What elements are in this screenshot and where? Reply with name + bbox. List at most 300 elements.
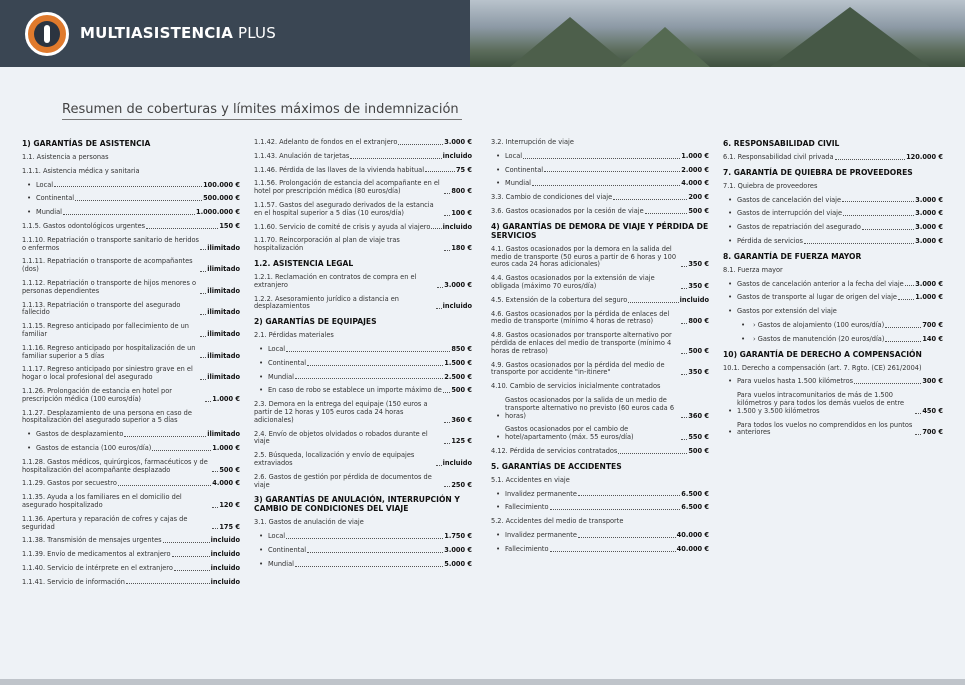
coverage-item [254,237,472,253]
coverage-limit: 850 € [451,344,472,353]
leader-dots [431,228,441,229]
coverage-limit: 800 € [688,317,709,326]
coverage-label: • Continental [36,194,75,203]
coverage-label: • Local [268,532,286,541]
coverage-limit: 550 € [688,433,709,442]
section-heading: 5. GARANTÍAS DE ACCIDENTES [491,461,622,471]
coverage-label: 1.1.16. Regreso anticipado por hospitalización de un familiar superior a 5 días [22,343,196,360]
coverage-item [22,431,240,439]
coverage-limit: 800 € [451,187,472,196]
leader-dots [645,213,688,214]
leader-dots [523,158,680,159]
coverage-label: 1.1.35. Ayuda a los familiares en el domicilio del asegurado hospitalizado [22,493,182,509]
coverage-limit: 3.000 € [915,209,943,218]
coverage-label: 1.1.27. Desplazamiento de una persona en caso de hospitalización del asegurado superior a 5 días [22,408,192,425]
coverage-label: • Pérdida de servicios [737,236,803,245]
coverage-item [22,323,240,339]
leader-dots [163,542,210,543]
leader-dots [835,159,906,160]
coverage-item [254,180,472,196]
coverage-item [491,167,709,175]
coverage-label: 3.2. Interrupción de viaje [491,138,574,146]
coverage-label: 3.3. Cambio de condiciones del viaje [491,193,613,202]
coverage-limit: incluido [442,151,472,160]
coverage-limit: 1.000.000 € [195,208,240,217]
leader-dots [444,443,450,444]
coverage-limit: incluido [210,577,240,586]
coverage-limit: ilimitado [207,430,240,439]
title-underline [62,119,462,120]
coverage-label: 1.1.13. Repatriación o transporte del asegurado fallecido [22,300,181,317]
coverage-item [491,504,709,512]
coverage-label: 1.1.40. Servicio de intérprete en el extranjero [22,563,173,572]
leader-dots [350,158,441,159]
coverage-label: 1.1.11. Repatriación o transporte de acompañantes (dos) [22,257,193,274]
coverage-limit: 150 € [219,221,240,230]
coverage-limit: 2.500 € [444,372,472,381]
coverage-item [22,302,240,318]
coverage-limit: 6.500 € [681,503,709,512]
coverage-item [723,392,943,415]
coverage-limit: 5.000 € [444,559,472,568]
coverage-limit: 2.000 € [681,165,709,174]
coverage-item [22,459,240,475]
coverage-item [491,546,709,554]
coverage-item [723,210,943,218]
leader-dots [126,583,210,584]
coverage-limit: 40.000 € [676,544,709,553]
leader-dots [613,199,687,200]
header-banner [0,0,965,67]
coverage-item [491,246,709,269]
coverage-label: 1.1.12. Repatriación o transporte de hijos menores o personas dependientes [22,278,197,295]
leader-dots [681,439,687,440]
coverage-label: • Gastos ocasionados por la salida de un medio de transporte alternativo no previsto (60 euros cada 6 horas) [505,395,675,420]
coverage-item [254,167,472,175]
coverage-limit: 350 € [688,368,709,377]
coverage-item [254,533,472,541]
leader-dots [444,193,450,194]
coverage-limit: 1.500 € [444,358,472,367]
column-4 [723,139,943,443]
coverage-limit: incluido [210,536,240,545]
leader-dots [295,378,443,379]
coverage-limit: 500 € [451,386,472,395]
coverage-label: • Mundial [505,179,531,188]
coverage-label: 1.1.26. Prolongación de estancia en hotel por prescripción médica (100 euros/día) [22,386,172,403]
coverage-item [723,322,943,330]
leader-dots [444,250,450,251]
coverage-item [491,311,709,327]
coverage-item [22,445,240,453]
coverage-limit: 1.750 € [444,532,472,541]
coverage-label: 2.1. Pérdidas materiales [254,331,334,340]
coverage-label: 10.1. Derecho a compensación (art. 7. Rgto. (CE) 261/2004) [723,363,922,372]
coverage-item [723,336,943,344]
leader-dots [172,556,210,557]
coverage-limit: incluido [679,295,709,304]
coverage-limit: ilimitado [207,373,240,382]
section-heading: 2) GARANTÍAS DE EQUIPAJES [254,317,377,327]
leader-dots [681,323,687,324]
coverage-label: 1.1.36. Apertura y reparación de cofres y cajas de seguridad [22,514,188,531]
coverage-label: • Gastos ocasionados por el cambio de hotel/apartamento (máx. 55 euros/día) [505,425,634,442]
coverage-label: • › Gastos de alojamiento (100 euros/día) [753,320,885,329]
leader-dots [444,422,450,423]
leader-dots [124,436,206,437]
coverage-limit: 1.000 € [212,443,240,452]
coverage-limit: ilimitado [207,351,240,360]
coverage-item [723,154,943,162]
coverage-item [22,258,240,274]
leader-dots [200,379,206,380]
coverage-item [491,426,709,442]
coverage-label: • Local [36,180,54,189]
coverage-item [254,561,472,569]
leader-dots [307,552,443,553]
coverage-limit: 3.000 € [915,223,943,232]
coverage-limit: ilimitado [207,308,240,317]
coverage-item [723,308,943,316]
coverage-item [22,154,240,162]
leader-dots [200,271,206,272]
coverage-item [254,332,472,340]
section-heading: 1.2. ASISTENCIA LEGAL [254,258,354,268]
coverage-limit: 350 € [688,260,709,269]
leader-dots [898,299,914,300]
coverage-label: • Gastos de repatriación del asegurado [737,223,861,232]
coverage-item [254,202,472,218]
coverage-limit: 180 € [451,244,472,253]
coverage-item [22,565,240,573]
coverage-label: 1.1.41. Servicio de información [22,577,125,586]
coverage-label: 8.1. Fuerza mayor [723,265,783,274]
coverage-item [491,491,709,499]
leader-dots [885,341,921,342]
coverage-item [723,197,943,205]
coverage-limit: 140 € [922,334,943,343]
coverage-item [22,388,240,404]
coverage-limit: incluido [442,302,472,311]
coverage-item [723,183,943,191]
coverage-label: 4.10. Cambio de servicios inicialmente contratados [491,382,661,391]
leader-dots [578,537,676,538]
coverage-limit: 360 € [451,415,472,424]
coverage-label: 2.5. Búsqueda, localización y envío de equipajes extraviados [254,451,415,467]
coverage-item [254,547,472,555]
coverage-label: 1.1.38. Transmisión de mensajes urgentes [22,536,162,545]
coverage-item [22,345,240,361]
coverage-item [254,519,472,527]
coverage-limit: 200 € [688,193,709,202]
coverage-label: • Gastos de desplazamiento [36,430,124,439]
leader-dots [118,485,211,486]
coverage-limit: 120 € [219,500,240,509]
coverage-limit: ilimitado [207,286,240,295]
coverage-limit: 3.000 € [444,138,472,146]
coverage-item [254,431,472,447]
leader-dots [152,450,211,451]
coverage-label: 2.3. Demora en la entrega del equipaje (150 euros a partir de 12 horas y 105 euros cada 24 horas adicionales) [254,400,428,424]
coverage-item [491,208,709,216]
coverage-limit: 40.000 € [676,530,709,539]
coverage-item [22,480,240,488]
coverage-limit: 3.000 € [444,280,472,289]
leader-dots [905,285,915,286]
coverage-limit: ilimitado [207,265,240,274]
coverage-item [723,365,943,373]
coverage-limit: 3.000 € [915,195,943,204]
coverage-limit: 4.000 € [681,179,709,188]
coverage-limit: 250 € [451,480,472,489]
leader-dots [885,327,921,328]
section-heading: 3) GARANTÍAS DE ANULACIÓN, INTERRUPCIÓN Y CAMBIO DE CONDICIONES DEL VIAJE [254,495,460,514]
leader-dots [804,243,914,244]
leader-dots [200,357,206,358]
coverage-label: 1.1.5. Gastos odontológicos urgentes [22,221,146,230]
coverage-item [723,267,943,275]
leader-dots [681,417,687,418]
coverage-label: 1.2.2. Asesoramiento jurídico a distancia en desplazamientos [254,294,399,311]
leader-dots [618,453,687,454]
coverage-label: • Continental [268,358,307,367]
coverage-label: • Gastos de cancelación anterior a la fecha del viaje [737,279,904,288]
leader-dots [550,509,681,510]
coverage-label: 1.1.46. Pérdida de las llaves de la vivienda habitual [254,165,425,174]
leader-dots [200,293,206,294]
coverage-label: 1.1. Asistencia a personas [22,153,109,161]
leader-dots [436,465,442,466]
leader-dots [307,365,443,366]
leader-dots [681,288,687,289]
page-title: Resumen de coberturas y límites máximos de indemnización [62,102,459,117]
coverage-label: 4.9. Gastos ocasionados por la pérdida del medio de transporte por accidente "in-itinere" [491,360,665,377]
leader-dots [54,186,202,187]
coverage-item [491,448,709,456]
coverage-item [254,474,472,490]
coverage-item [491,383,709,391]
column-3 [491,139,709,560]
coverage-item [491,397,709,420]
coverage-label: • Gastos de estancia (100 euros/día) [36,443,152,452]
coverage-limit: 700 € [922,428,943,437]
coverage-item [22,237,240,253]
coverage-limit: 175 € [219,522,240,531]
page-footer-strip [0,679,965,685]
leader-dots [212,528,218,529]
coverage-label: 4.4. Gastos ocasionados por la extensión de viaje obligada (máximo 70 euros/día) [491,274,655,290]
coverage-limit: 500.000 € [203,194,240,203]
section-heading: 8. GARANTÍA DE FUERZA MAYOR [723,251,862,261]
coverage-limit: incluido [442,222,472,231]
coverage-item [491,518,709,526]
coverage-label: • Fallecimiento [505,544,549,553]
coverage-item [22,537,240,545]
coverage-item [491,532,709,540]
leader-dots [286,538,443,539]
coverage-label: 4.5. Extensión de la cobertura del seguro [491,295,628,304]
coverage-item [22,223,240,231]
coverage-label: • Invalidez permanente [505,489,577,498]
leader-dots [75,200,202,201]
coverage-label: 6.1. Responsabilidad civil privada [723,153,834,161]
coverage-limit: ilimitado [207,329,240,338]
coverage-limit: incluido [442,458,472,467]
brand-logo-icon [25,12,69,56]
coverage-limit: 700 € [922,320,943,329]
coverage-item [22,366,240,382]
coverage-label: 1.1.28. Gastos médicos, quirúrgicos, farmacéuticos y de hospitalización del acompañante desplazado [22,457,208,474]
leader-dots [550,551,676,552]
coverage-limit: 1.000 € [915,293,943,302]
leader-dots [862,229,914,230]
section-heading: 7. GARANTÍA DE QUIEBRA DE PROVEEDORES [723,167,913,177]
leader-dots [842,201,914,202]
coverage-label: 4.12. Pérdida de servicios contratados [491,446,618,455]
coverage-label: 1.1.1. Asistencia médica y sanitaria [22,166,140,175]
leader-dots [212,471,218,472]
coverage-limit: 500 € [688,446,709,455]
leader-dots [437,287,443,288]
leader-dots [146,228,218,229]
leader-dots [174,570,210,571]
coverage-limit: 350 € [688,281,709,290]
coverage-label: • Local [505,151,523,160]
leader-dots [295,566,443,567]
coverage-item [254,374,472,382]
coverage-item [22,209,240,217]
coverage-item [723,378,943,386]
coverage-label: • Local [268,344,286,353]
coverage-label: 1.1.29. Gastos por secuestro [22,479,117,488]
coverage-label: • En caso de robo se establece un importe máximo de [268,386,442,395]
leader-dots [915,413,921,414]
coverage-label: • Invalidez permanente [505,530,577,539]
leader-dots [443,392,450,393]
coverage-item [254,139,472,147]
coverage-item [491,194,709,202]
coverage-label: 4.6. Gastos ocasionados por la pérdida de enlaces del medio de transporte (mínimo 4 horas de retraso) [491,309,670,326]
coverage-limit: 3.000 € [444,545,472,554]
coverage-label: 1.2.1. Reclamación en contratos de compra en el extranjero [254,272,417,289]
section-heading: 10) GARANTÍA DE DERECHO A COMPENSACIÓN [723,349,922,359]
coverage-item [491,477,709,485]
coverage-limit: 3.000 € [915,279,943,288]
leader-dots [63,214,195,215]
coverage-limit: 360 € [688,411,709,420]
coverage-item [491,275,709,291]
coverage-limit: incluido [210,563,240,572]
coverage-item [254,224,472,232]
coverage-label: 1.1.39. Envío de medicamentos al extranjero [22,550,171,559]
brand-name: MULTIASISTENCIA PLUS [80,24,276,42]
coverage-label: 1.1.60. Servicio de comité de crisis y ayuda al viajero [254,222,431,231]
coverage-limit: 500 € [688,206,709,215]
coverage-item [22,516,240,532]
coverage-label: • Gastos de cancelación del viaje [737,195,842,204]
coverage-limit: ilimitado [207,243,240,252]
coverage-label: 5.2. Accidentes del medio de transporte [491,517,624,526]
leader-dots [444,486,450,487]
coverage-label: • Continental [505,165,544,174]
coverage-item [491,180,709,188]
landscape-photo [470,0,965,67]
coverage-limit: incluido [210,550,240,559]
coverage-limit: 100 € [451,208,472,217]
coverage-item [491,362,709,378]
section-heading: 1) GARANTÍAS DE ASISTENCIA [22,139,151,148]
leader-dots [681,374,687,375]
coverage-label: 4.1. Gastos ocasionados por la demora en la salida del medio de transporte (50 euros a partir de 6 horas y 100 euros cada 24 horas adicionales) [491,244,677,269]
leader-dots [436,308,442,309]
coverage-label: 5.1. Accidentes en viaje [491,475,570,484]
coverage-label: 1.1.56. Prolongación de estancia del acompañante en el hotel por prescripción médica (80 euros/día) [254,179,440,196]
leader-dots [398,144,443,145]
coverage-label: • Mundial [268,372,294,381]
coverage-item [254,296,472,312]
coverage-label: 4.8. Gastos ocasionados por transporte alternativo por pérdida de enlaces del medio de transporte (mínimo 4 horas de retraso) [491,331,672,355]
coverage-item [22,168,240,176]
section-heading: 6. RESPONSABILIDAD CIVIL [723,139,840,148]
coverage-item [254,452,472,468]
coverage-item [22,182,240,190]
coverage-label: • Continental [268,545,307,554]
leader-dots [854,383,921,384]
coverage-item [254,360,472,368]
column-2 [254,139,472,575]
coverage-item [723,224,943,232]
leader-dots [200,314,206,315]
coverage-label: 1.1.70. Reincorporación al plan de viaje tras hospitalización [254,236,400,253]
coverage-limit: 120.000 € [906,153,943,161]
coverage-limit: 1.000 € [681,151,709,160]
coverage-label: • Fallecimiento [505,503,549,512]
coverage-limit: 3.000 € [915,236,943,245]
coverage-limit: 500 € [688,346,709,355]
leader-dots [843,215,914,216]
coverage-label: • Para vuelos intracomunitarios de más de 1.500 kilómetros y para todos los demás vuelos de entre 1.500 y 3.500 kilómetros [737,391,905,415]
coverage-item [254,153,472,161]
coverage-item [491,153,709,161]
coverage-limit: 500 € [219,465,240,474]
coverage-label: 1.1.57. Gastos del asegurado derivados de la estancia en el hospital superior a 5 días (10 euros/día) [254,200,434,217]
coverage-item [723,281,943,289]
coverage-label: • Gastos por extensión del viaje [737,307,837,316]
coverage-limit: 6.500 € [681,489,709,498]
coverage-label: • Gastos de transporte al lugar de origen del viaje [737,293,897,302]
coverage-label: 7.1. Quiebra de proveedores [723,181,818,190]
coverage-item [22,579,240,587]
coverage-item [723,294,943,302]
leader-dots [286,351,450,352]
leader-dots [544,171,680,172]
coverage-label: 2.6. Gastos de gestión por pérdida de documentos de viaje [254,472,432,489]
coverage-item [22,280,240,296]
coverage-label: 3.6. Gastos ocasionados por la cesión de viaje [491,206,644,215]
coverage-limit: 4.000 € [212,479,240,488]
coverage-label: • Mundial [36,208,62,217]
coverage-item [491,297,709,305]
coverage-item [22,494,240,510]
coverage-limit: 1.000 € [212,394,240,403]
coverage-item [723,422,943,438]
coverage-label: • Gastos de interrupción del viaje [737,209,842,218]
leader-dots [532,185,680,186]
coverage-item [491,139,709,147]
coverage-label: • › Gastos de manutención (20 euros/día) [753,334,885,343]
leader-dots [212,507,218,508]
coverage-limit: 300 € [922,377,943,386]
